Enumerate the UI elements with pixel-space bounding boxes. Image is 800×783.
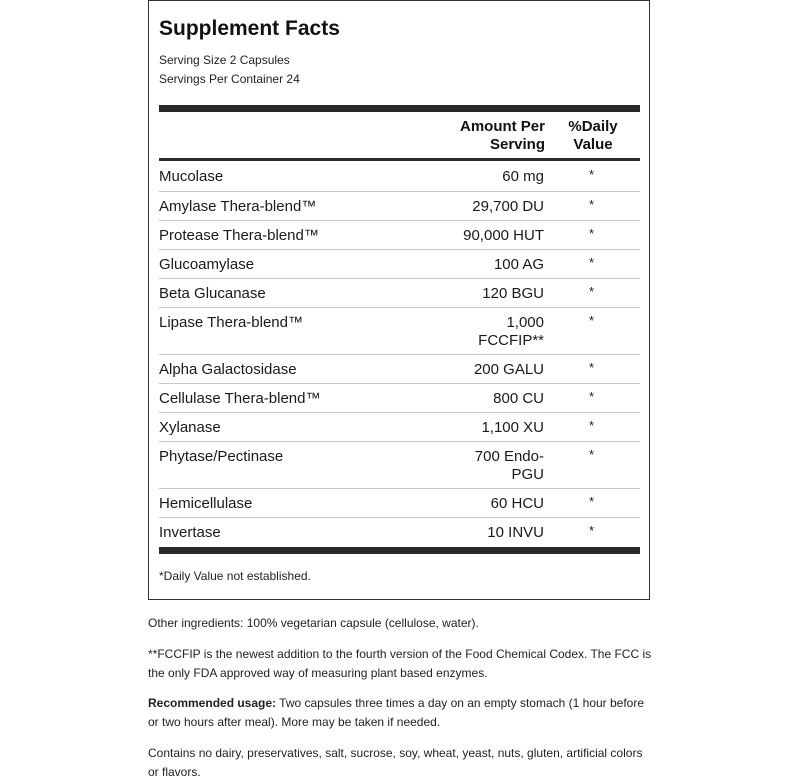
other-ingredients: Other ingredients: 100% vegetarian capsule (cellulose, water). bbox=[148, 616, 479, 630]
daily-value: * bbox=[589, 447, 595, 462]
table-row bbox=[159, 192, 640, 221]
ingredient-name: Beta Glucanase bbox=[159, 285, 266, 302]
ingredient-name: Alpha Galactosidase bbox=[159, 361, 297, 378]
table-row bbox=[159, 221, 640, 250]
ingredient-name: Protease Thera-blend™ bbox=[159, 227, 319, 244]
ingredient-name: Hemicellulase bbox=[159, 495, 253, 512]
table-row bbox=[159, 162, 640, 192]
supplement-facts-panel bbox=[148, 0, 650, 600]
ingredient-name: Amylase Thera-blend™ bbox=[159, 198, 317, 215]
daily-value: * bbox=[589, 360, 595, 375]
contains-note: Contains no dairy, preservatives, salt, sucrose, soy, wheat, yeast, nuts, gluten, artificial colors or flavors. bbox=[148, 746, 643, 779]
panel-title: Supplement Facts bbox=[159, 17, 340, 40]
daily-value-footnote: *Daily Value not established. bbox=[159, 569, 311, 583]
table-row bbox=[159, 413, 640, 442]
recommended-usage: Recommended usage: Two capsules three times a day on an empty stomach (1 hour before or two hours after meal). More may be taken if needed. bbox=[148, 696, 645, 729]
table-row bbox=[159, 518, 640, 546]
ingredient-amount: 120 BGU bbox=[482, 285, 544, 302]
ingredient-amount: 1,100 XU bbox=[481, 419, 544, 436]
ingredient-name: Xylanase bbox=[159, 419, 221, 436]
daily-value: * bbox=[589, 167, 595, 182]
table-row bbox=[159, 355, 640, 384]
bottom-divider bbox=[159, 547, 640, 554]
daily-value: * bbox=[589, 255, 595, 270]
ingredient-name: Phytase/Pectinase bbox=[159, 448, 284, 465]
ingredient-amount: 90,000 HUT bbox=[463, 227, 544, 244]
servings-per-container: Servings Per Container 24 bbox=[159, 72, 300, 86]
table-row bbox=[159, 279, 640, 308]
fccfip-note: **FCCFIP is the newest addition to the fourth version of the Food Chemical Codex. The FCC is the only FDA approved way of measuring plant based enzymes. bbox=[148, 647, 652, 680]
ingredient-name: Lipase Thera-blend™ bbox=[159, 314, 303, 331]
ingredient-amount: 100 AG bbox=[493, 256, 544, 273]
amount-per-serving-header: Amount Per Serving bbox=[459, 118, 545, 153]
daily-value: * bbox=[589, 389, 595, 404]
daily-value-header: %Daily Value bbox=[568, 118, 618, 153]
ingredient-name: Mucolase bbox=[159, 168, 224, 185]
ingredient-amount: 1,000 FCCFIP** bbox=[478, 314, 544, 349]
table-row bbox=[159, 442, 640, 489]
ingredient-amount: 200 GALU bbox=[473, 361, 544, 378]
daily-value: * bbox=[589, 284, 595, 299]
ingredient-name: Glucoamylase bbox=[159, 256, 255, 273]
ingredient-amount: 60 HCU bbox=[490, 495, 544, 512]
serving-size: Serving Size 2 Capsules bbox=[159, 53, 290, 67]
ingredient-amount: 800 CU bbox=[493, 390, 544, 407]
ingredient-amount: 10 INVU bbox=[487, 524, 544, 541]
daily-value: * bbox=[589, 418, 595, 433]
header-divider bbox=[159, 158, 640, 161]
daily-value: * bbox=[589, 197, 595, 212]
ingredient-amount: 29,700 DU bbox=[472, 198, 544, 215]
daily-value: * bbox=[589, 226, 595, 241]
ingredient-amount: 60 mg bbox=[502, 168, 544, 185]
daily-value: * bbox=[589, 494, 595, 509]
ingredient-name: Invertase bbox=[159, 524, 221, 541]
ingredient-name: Cellulase Thera-blend™ bbox=[159, 390, 321, 407]
table-row bbox=[159, 250, 640, 279]
usage-label: Recommended usage: bbox=[148, 696, 277, 710]
table-row bbox=[159, 489, 640, 518]
ingredient-amount: 700 Endo- PGU bbox=[474, 448, 544, 483]
daily-value: * bbox=[589, 523, 595, 538]
daily-value: * bbox=[589, 313, 595, 328]
table-row bbox=[159, 384, 640, 413]
top-divider bbox=[159, 105, 640, 112]
table-row bbox=[159, 308, 640, 355]
